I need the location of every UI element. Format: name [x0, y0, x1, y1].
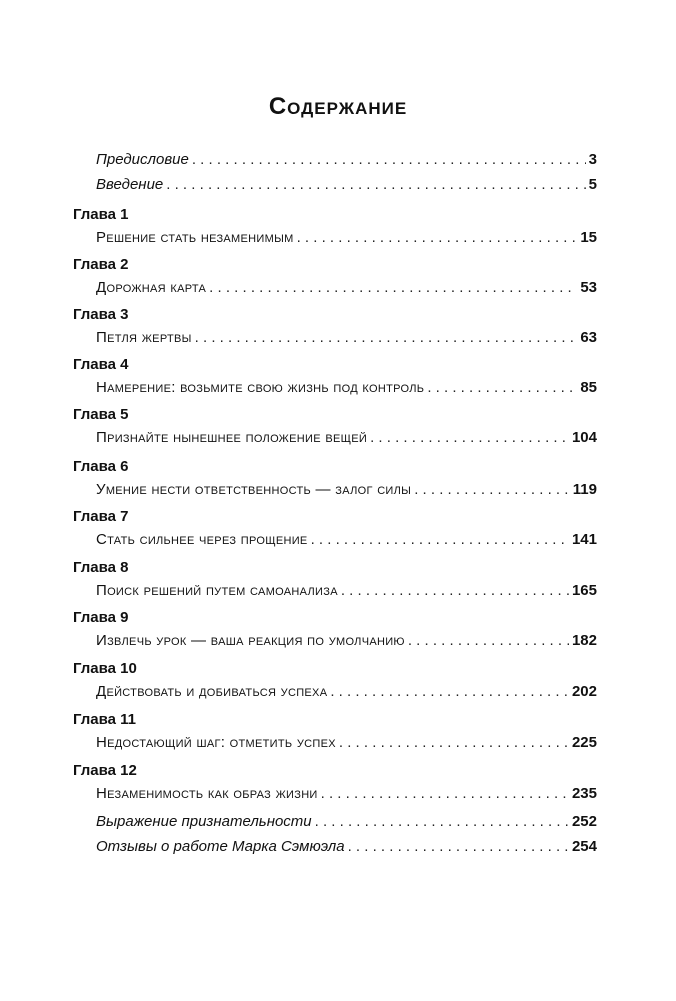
- page-number: 119: [572, 481, 597, 498]
- page-number: 165: [571, 582, 597, 599]
- entry-title: Введение: [96, 176, 164, 193]
- chapter-label: Глава 2: [73, 256, 129, 273]
- toc-entry-introduction[interactable]: [96, 173, 597, 197]
- dot-leader: [166, 173, 585, 197]
- chapter-label: Глава 8: [73, 559, 129, 576]
- chapter-label: Глава 11: [73, 711, 137, 728]
- dot-leader: [408, 629, 569, 653]
- toc-entry-acknowledgements[interactable]: [96, 810, 597, 834]
- entry-title: Решение стать незаменимым: [96, 229, 294, 246]
- chapter-label: Глава 9: [73, 609, 129, 626]
- entry-title: Предисловие: [96, 151, 189, 168]
- entry-title: Извлечь урок — ваша реакция по умолчанию: [96, 632, 405, 649]
- page-number: 15: [580, 229, 597, 246]
- dot-leader: [315, 810, 569, 834]
- dot-leader: [311, 528, 569, 552]
- chapter-label: Глава 1: [73, 206, 129, 223]
- dot-leader: [341, 579, 569, 603]
- entry-title: Петля жертвы: [96, 329, 192, 346]
- toc-entry-chapter-11[interactable]: [96, 731, 597, 755]
- toc-entry-chapter-8[interactable]: [96, 579, 597, 603]
- toc-entry-chapter-2[interactable]: [96, 276, 597, 300]
- page-title: Содержание: [268, 93, 408, 120]
- dot-leader: [209, 276, 577, 300]
- entry-title: Выражение признательности: [96, 813, 312, 830]
- toc-entry-chapter-9[interactable]: [96, 629, 597, 653]
- page-number: 53: [580, 279, 597, 296]
- entry-title: Недостающий шаг: отметить успех: [96, 734, 336, 751]
- entry-title: Намерение: возьмите свою жизнь под контроль: [96, 379, 425, 396]
- dot-leader: [427, 376, 577, 400]
- dot-leader: [370, 426, 569, 450]
- toc-entry-reviews[interactable]: [96, 835, 597, 859]
- toc-entry-chapter-7[interactable]: [96, 528, 597, 552]
- page-number: 5: [588, 176, 597, 193]
- page-number: 202: [571, 683, 597, 700]
- page-number: 141: [571, 531, 597, 548]
- toc-entry-chapter-6[interactable]: [96, 478, 597, 502]
- chapter-label: Глава 10: [73, 660, 137, 677]
- entry-title: Незаменимость как образ жизни: [96, 785, 318, 802]
- dot-leader: [330, 680, 569, 704]
- page-number: 235: [571, 785, 597, 802]
- toc-entry-chapter-3[interactable]: [96, 326, 597, 350]
- dot-leader: [348, 835, 569, 859]
- chapter-label: Глава 12: [73, 762, 137, 779]
- dot-leader: [192, 148, 586, 172]
- chapter-label: Глава 5: [73, 406, 129, 423]
- chapter-label: Глава 6: [73, 458, 129, 475]
- page-number: 3: [588, 151, 597, 168]
- page-number: 225: [571, 734, 597, 751]
- entry-title: Поиск решений путем самоанализа: [96, 582, 338, 599]
- toc-entry-foreword[interactable]: [96, 148, 597, 172]
- page-number: 254: [571, 838, 597, 855]
- dot-leader: [414, 478, 570, 502]
- toc-entry-chapter-4[interactable]: [96, 376, 597, 400]
- dot-leader: [297, 226, 578, 250]
- chapter-label: Глава 7: [73, 508, 129, 525]
- page-number: 104: [571, 429, 597, 446]
- toc-entry-chapter-5[interactable]: [96, 426, 597, 450]
- entry-title: Отзывы о работе Марка Сэмюэла: [96, 838, 345, 855]
- dot-leader: [339, 731, 569, 755]
- page-number: 85: [580, 379, 597, 396]
- chapter-label: Глава 4: [73, 356, 129, 373]
- page-number: 63: [580, 329, 597, 346]
- toc-entry-chapter-1[interactable]: [96, 226, 597, 250]
- entry-title: Действовать и добиваться успеха: [96, 683, 328, 700]
- toc-entry-chapter-12[interactable]: [96, 782, 597, 806]
- entry-title: Дорожная карта: [96, 279, 207, 296]
- chapter-label: Глава 3: [73, 306, 129, 323]
- page-number: 252: [571, 813, 597, 830]
- dot-leader: [195, 326, 578, 350]
- entry-title: Умение нести ответственность — залог силы: [96, 481, 412, 498]
- entry-title: Стать сильнее через прощение: [96, 531, 308, 548]
- dot-leader: [321, 782, 569, 806]
- entry-title: Признайте нынешнее положение вещей: [96, 429, 368, 446]
- toc-entry-chapter-10[interactable]: [96, 680, 597, 704]
- page-number: 182: [571, 632, 597, 649]
